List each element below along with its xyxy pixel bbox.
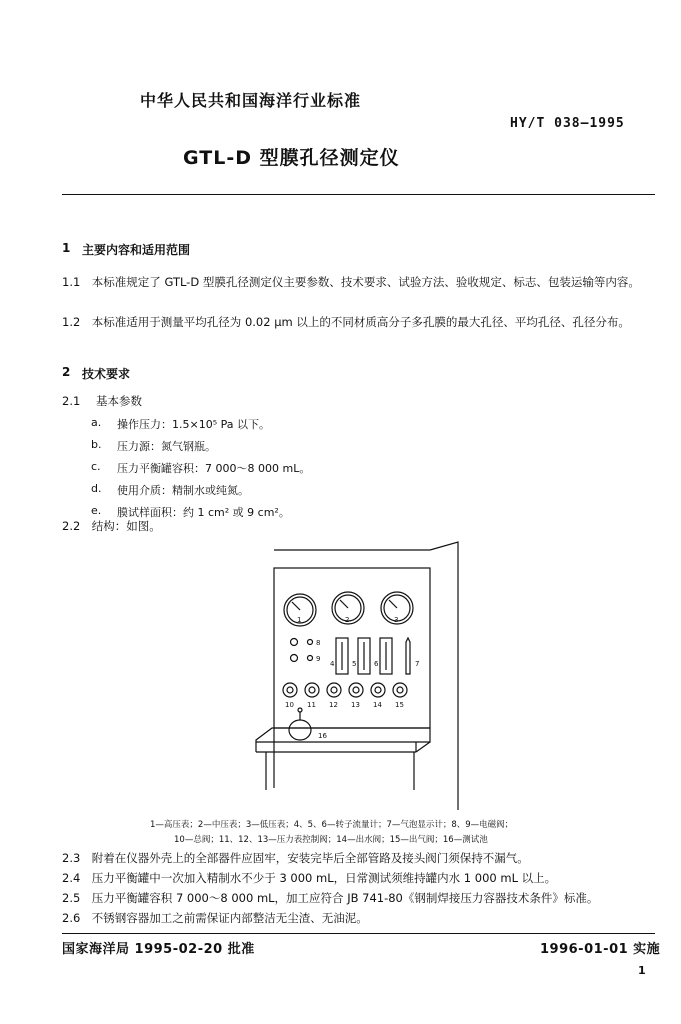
standard-org-title: 中华人民共和国海洋行业标准 (140, 91, 362, 110)
instrument-figure (236, 538, 466, 810)
bubble-indicator-label: 7 (415, 660, 420, 668)
header-rule (62, 194, 655, 195)
list-item-text: 操作压力：1.5×10⁵ Pa 以下。 (117, 418, 270, 431)
standard-code: HY/T 038—1995 (510, 116, 625, 131)
clause-2-4: 2.4 压力平衡罐中一次加入精制水不少于 3 000 mL，日常测试须维持罐内水 1 000 mL 以上。 (62, 871, 557, 885)
list-item-label: d. (91, 482, 102, 495)
valve-label: 8 (316, 639, 321, 647)
clause-2-6: 2.6 不锈钢容器加工之前需保证内部整洁无尘渣、无油泥。 (62, 911, 368, 925)
list-item-label: b. (91, 438, 102, 451)
clause-2-1-title: 基本参数 (96, 394, 142, 408)
gauge-label: 3 (394, 616, 399, 624)
clause-2-3: 2.3 附着在仪器外壳上的全部器件应固牢，安装完毕后全部管路及接头阀门须保持不漏气。 (62, 851, 529, 865)
valve-knob-icon (349, 683, 363, 697)
valve-knob-icon (327, 683, 341, 697)
flowmeter-label: 4 (330, 660, 335, 668)
clause-1-1: 1.1 本标准规定了 GTL-D 型膜孔径测定仪主要参数、技术要求、试验方法、验收规定、标志、包装运输等内容。 (62, 275, 640, 289)
list-item-label: c. (91, 460, 101, 473)
section-2-title: 技术要求 (82, 367, 131, 381)
list-item-text: 使用介质：精制水或纯氮。 (117, 484, 249, 497)
figure-caption-line-1: 1—高压表；2—中压表；3—低压表；4、5、6—转子流量计；7—气泡显示计；8、9—电磁阀； (150, 820, 514, 830)
bubble-indicator-icon (406, 638, 410, 674)
clause-2-1-number: 2.1 (62, 394, 81, 408)
knob-label: 14 (373, 701, 382, 709)
approval-date: 国家海洋局 1995-02-20 批准 (62, 942, 255, 957)
list-item-label: a. (91, 416, 102, 429)
flowmeter-label: 6 (374, 660, 379, 668)
implementation-date: 1996-01-01 实施 (540, 942, 661, 957)
knob-label: 15 (395, 701, 404, 709)
valve-knob-icon (283, 683, 297, 697)
gauge-label: 1 (297, 616, 302, 624)
section-1-number: 1 (62, 241, 71, 255)
list-item-text: 压力源：氮气钢瓶。 (117, 440, 216, 453)
valve-knob-icon (305, 683, 319, 697)
clause-1-2: 1.2 本标准适用于测量平均孔径为 0.02 μm 以上的不同材质高分子多孔膜的最大孔径、平均孔径、孔径分布。 (62, 315, 630, 329)
knob-label: 11 (307, 701, 316, 709)
clause-2-2: 2.2 结构：如图。 (62, 519, 161, 533)
clause-2-5: 2.5 压力平衡罐容积 7 000～8 000 mL，加工应符合 JB 741-80《钢制焊接压力容器技术条件》标准。 (62, 891, 599, 905)
page-number: 1 (638, 964, 646, 977)
knob-label: 10 (285, 701, 294, 709)
knob-label: 12 (329, 701, 338, 709)
valve-knob-icon (371, 683, 385, 697)
footer-rule (62, 933, 655, 934)
test-cell-icon (289, 720, 311, 740)
section-2-number: 2 (62, 365, 71, 379)
list-item-text: 压力平衡罐容积：7 000～8 000 mL。 (117, 462, 311, 475)
flowmeter-label: 5 (352, 660, 357, 668)
gauge-label: 2 (345, 616, 350, 624)
valve-label: 9 (316, 655, 321, 663)
cabinet-side (430, 542, 458, 810)
test-cell-label: 16 (318, 732, 327, 740)
knob-label: 13 (351, 701, 360, 709)
solenoid-valve-icon (291, 639, 298, 646)
list-item-text: 膜试样面积：约 1 cm² 或 9 cm²。 (117, 506, 290, 519)
valve-knob-icon (393, 683, 407, 697)
section-1-title: 主要内容和适用范围 (82, 243, 191, 257)
shelf (256, 728, 430, 742)
figure-caption-line-2: 10—总阀；11、12、13—压力表控制阀；14—出水阀；15—出气阀；16—测试池 (174, 835, 488, 845)
solenoid-valve-icon (291, 655, 298, 662)
document-title: GTL-D 型膜孔径测定仪 (183, 147, 400, 169)
list-item-label: e. (91, 504, 102, 517)
